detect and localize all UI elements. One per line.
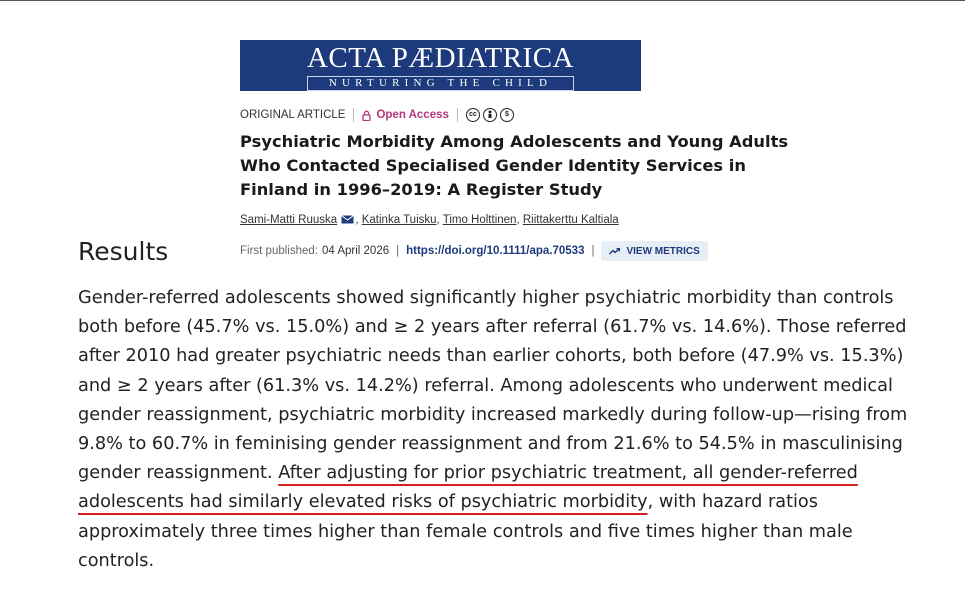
- results-text-end: , with hazard ratios approximately three times higher than female controls and five times higher than male controls.: [78, 492, 853, 571]
- author-link[interactable]: Katinka Tuisku: [361, 214, 437, 226]
- author-link[interactable]: Riittakerttu Kaltiala: [522, 214, 619, 226]
- article-title: Psychiatric Morbidity Among Adolescents and Young Adults Who Contacted Specialised Gender Identity Services in Finland in 1996–2019: A Register Study: [240, 132, 789, 199]
- author-separator: ,: [516, 214, 523, 226]
- article-type: ORIGINAL ARTICLE: [240, 109, 346, 121]
- by-icon: [483, 108, 497, 122]
- journal-tagline: NURTURING THE CHILD: [307, 76, 574, 91]
- author-separator: ,: [355, 214, 362, 226]
- journal-name: ACTA PÆDIATRICA: [306, 42, 574, 74]
- top-border: [0, 0, 965, 1]
- first-published-date: 04 April 2026: [321, 245, 390, 257]
- author-separator: ,: [436, 214, 443, 226]
- highlighted-text: After adjusting for prior psychiatric treatment, all gender-referred adolescents had similarly elevated risks of psychiatric morbidity: [78, 463, 858, 513]
- article-meta-row: [240, 107, 514, 123]
- divider: [457, 108, 458, 122]
- open-access-label: Open Access: [376, 109, 449, 121]
- results-text: Gender-referred adolescents showed significantly higher psychiatric morbidity than controls both before (45.7% vs. 15.0%) and ≥ 2 years after referral (61.7% vs. 14.6%). Those referred after 2010 had greater psychiatric needs than earlier cohorts, both before (47.9% vs. 15.3%) and ≥ 2 years after (61.3% vs. 14.2%) referral. Among adolescents who underwent medical gender reassignment, psychiatric morbidity increased markedly during follow-up—rising from 9.8% to 60.7% in feminising gender reassignment and from 21.6% to 54.5% in masculinising gender reassignment.: [78, 288, 908, 484]
- cc-icon: cc: [466, 108, 480, 122]
- lock-icon: [362, 110, 371, 121]
- divider: [353, 108, 354, 122]
- results-paragraph: [78, 284, 908, 576]
- author-link[interactable]: Sami-Matti Ruuska: [240, 214, 338, 226]
- author-list: [240, 214, 619, 226]
- view-metrics-label: VIEW METRICS: [626, 245, 700, 257]
- nc-icon: $: [500, 108, 514, 122]
- journal-banner[interactable]: [240, 40, 641, 91]
- doi-link[interactable]: https://doi.org/10.1111/apa.70533: [406, 245, 585, 257]
- view-metrics-button[interactable]: [601, 241, 707, 261]
- open-access-badge: [362, 109, 448, 121]
- first-published-label: First published:: [240, 245, 318, 257]
- mail-icon[interactable]: [341, 215, 354, 224]
- author-link[interactable]: Timo Holttinen: [442, 214, 517, 226]
- trending-up-icon: [609, 248, 620, 255]
- publication-row: [240, 241, 708, 261]
- license-icons[interactable]: [466, 108, 514, 122]
- results-heading: Results: [78, 237, 169, 266]
- divider: |: [591, 245, 595, 257]
- divider: |: [396, 245, 400, 257]
